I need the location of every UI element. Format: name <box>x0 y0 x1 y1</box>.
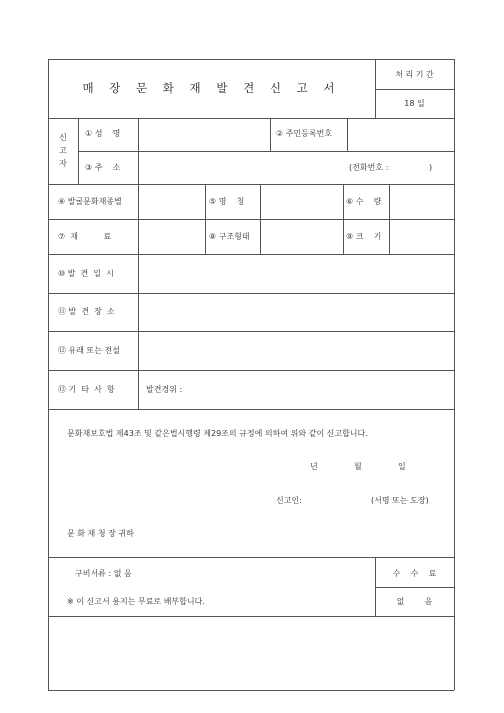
name-field[interactable] <box>139 119 269 150</box>
origin-field[interactable] <box>139 332 453 369</box>
reporter-signature-label: 신고인: <box>276 496 302 505</box>
discovery-circumstances-label: 발견경위 : <box>146 385 183 394</box>
structure-field[interactable] <box>261 220 342 253</box>
fee-value: 없 음 <box>396 597 433 606</box>
phone-label: (전화번호 : ) <box>349 163 433 172</box>
reporter-label-3: 자 <box>59 159 67 168</box>
processing-period-value: 18 일 <box>404 99 425 108</box>
address-field[interactable] <box>139 152 344 183</box>
remarks-field[interactable] <box>190 371 453 408</box>
size-label: ⑨ 크 기 <box>346 232 382 241</box>
structure-label: ⑧ 구조형태 <box>209 232 250 241</box>
quantity-label: ⑥ 수 량 <box>346 197 382 206</box>
reporter-label-2: 고 <box>59 146 67 155</box>
fee-label: 수 수 료 <box>392 569 437 578</box>
resident-number-label: ② 주민등록번호 <box>276 129 333 138</box>
discovery-place-label: ⑪ 발 견 장 소 <box>58 307 115 316</box>
size-field[interactable] <box>390 220 453 253</box>
origin-label: ⑫ 유래 또는 전설 <box>58 346 120 355</box>
processing-period-label: 처 리 기 간 <box>395 70 434 79</box>
month-label: 월 <box>354 462 362 471</box>
year-label: 년 <box>310 462 318 471</box>
resident-number-field[interactable] <box>348 119 453 150</box>
artifact-type-label: ④ 발굴문화재종별 <box>58 197 122 206</box>
reporter-label-1: 신 <box>59 133 67 142</box>
discovery-date-field[interactable] <box>139 255 453 292</box>
declaration-statement: 문화재보호법 제43조 및 같은법시행령 제29조의 규정에 의하여 위와 같이 신고합니다. <box>67 429 368 438</box>
designation-field[interactable] <box>261 185 342 218</box>
addressee: 문 화 재 청 장 귀하 <box>67 529 134 538</box>
discovery-date-label: ⑩ 발 견 일 시 <box>58 269 114 278</box>
free-distribution-note: ※ 이 신고서 용지는 무료로 배부합니다. <box>67 597 205 606</box>
quantity-field[interactable] <box>390 185 453 218</box>
attachments-text: 구비서류 : 없 음 <box>75 569 132 578</box>
designation-label: ⑤ 명 칭 <box>209 197 245 206</box>
name-label: ① 성 명 <box>85 129 121 138</box>
discovery-place-field[interactable] <box>139 294 453 330</box>
remarks-label: ⑬ 기 타 사 항 <box>58 385 115 394</box>
reporter-signature-field[interactable] <box>306 491 366 507</box>
form-title: 매 장 문 화 재 발 견 신 고 서 <box>82 81 341 95</box>
material-field[interactable] <box>139 220 204 253</box>
day-label: 일 <box>398 462 406 471</box>
address-label: ③ 주 소 <box>85 163 121 172</box>
material-label: ⑦ 재 료 <box>58 232 112 241</box>
signature-hint: (서명 또는 도장) <box>371 496 429 505</box>
artifact-type-field[interactable] <box>139 185 204 218</box>
